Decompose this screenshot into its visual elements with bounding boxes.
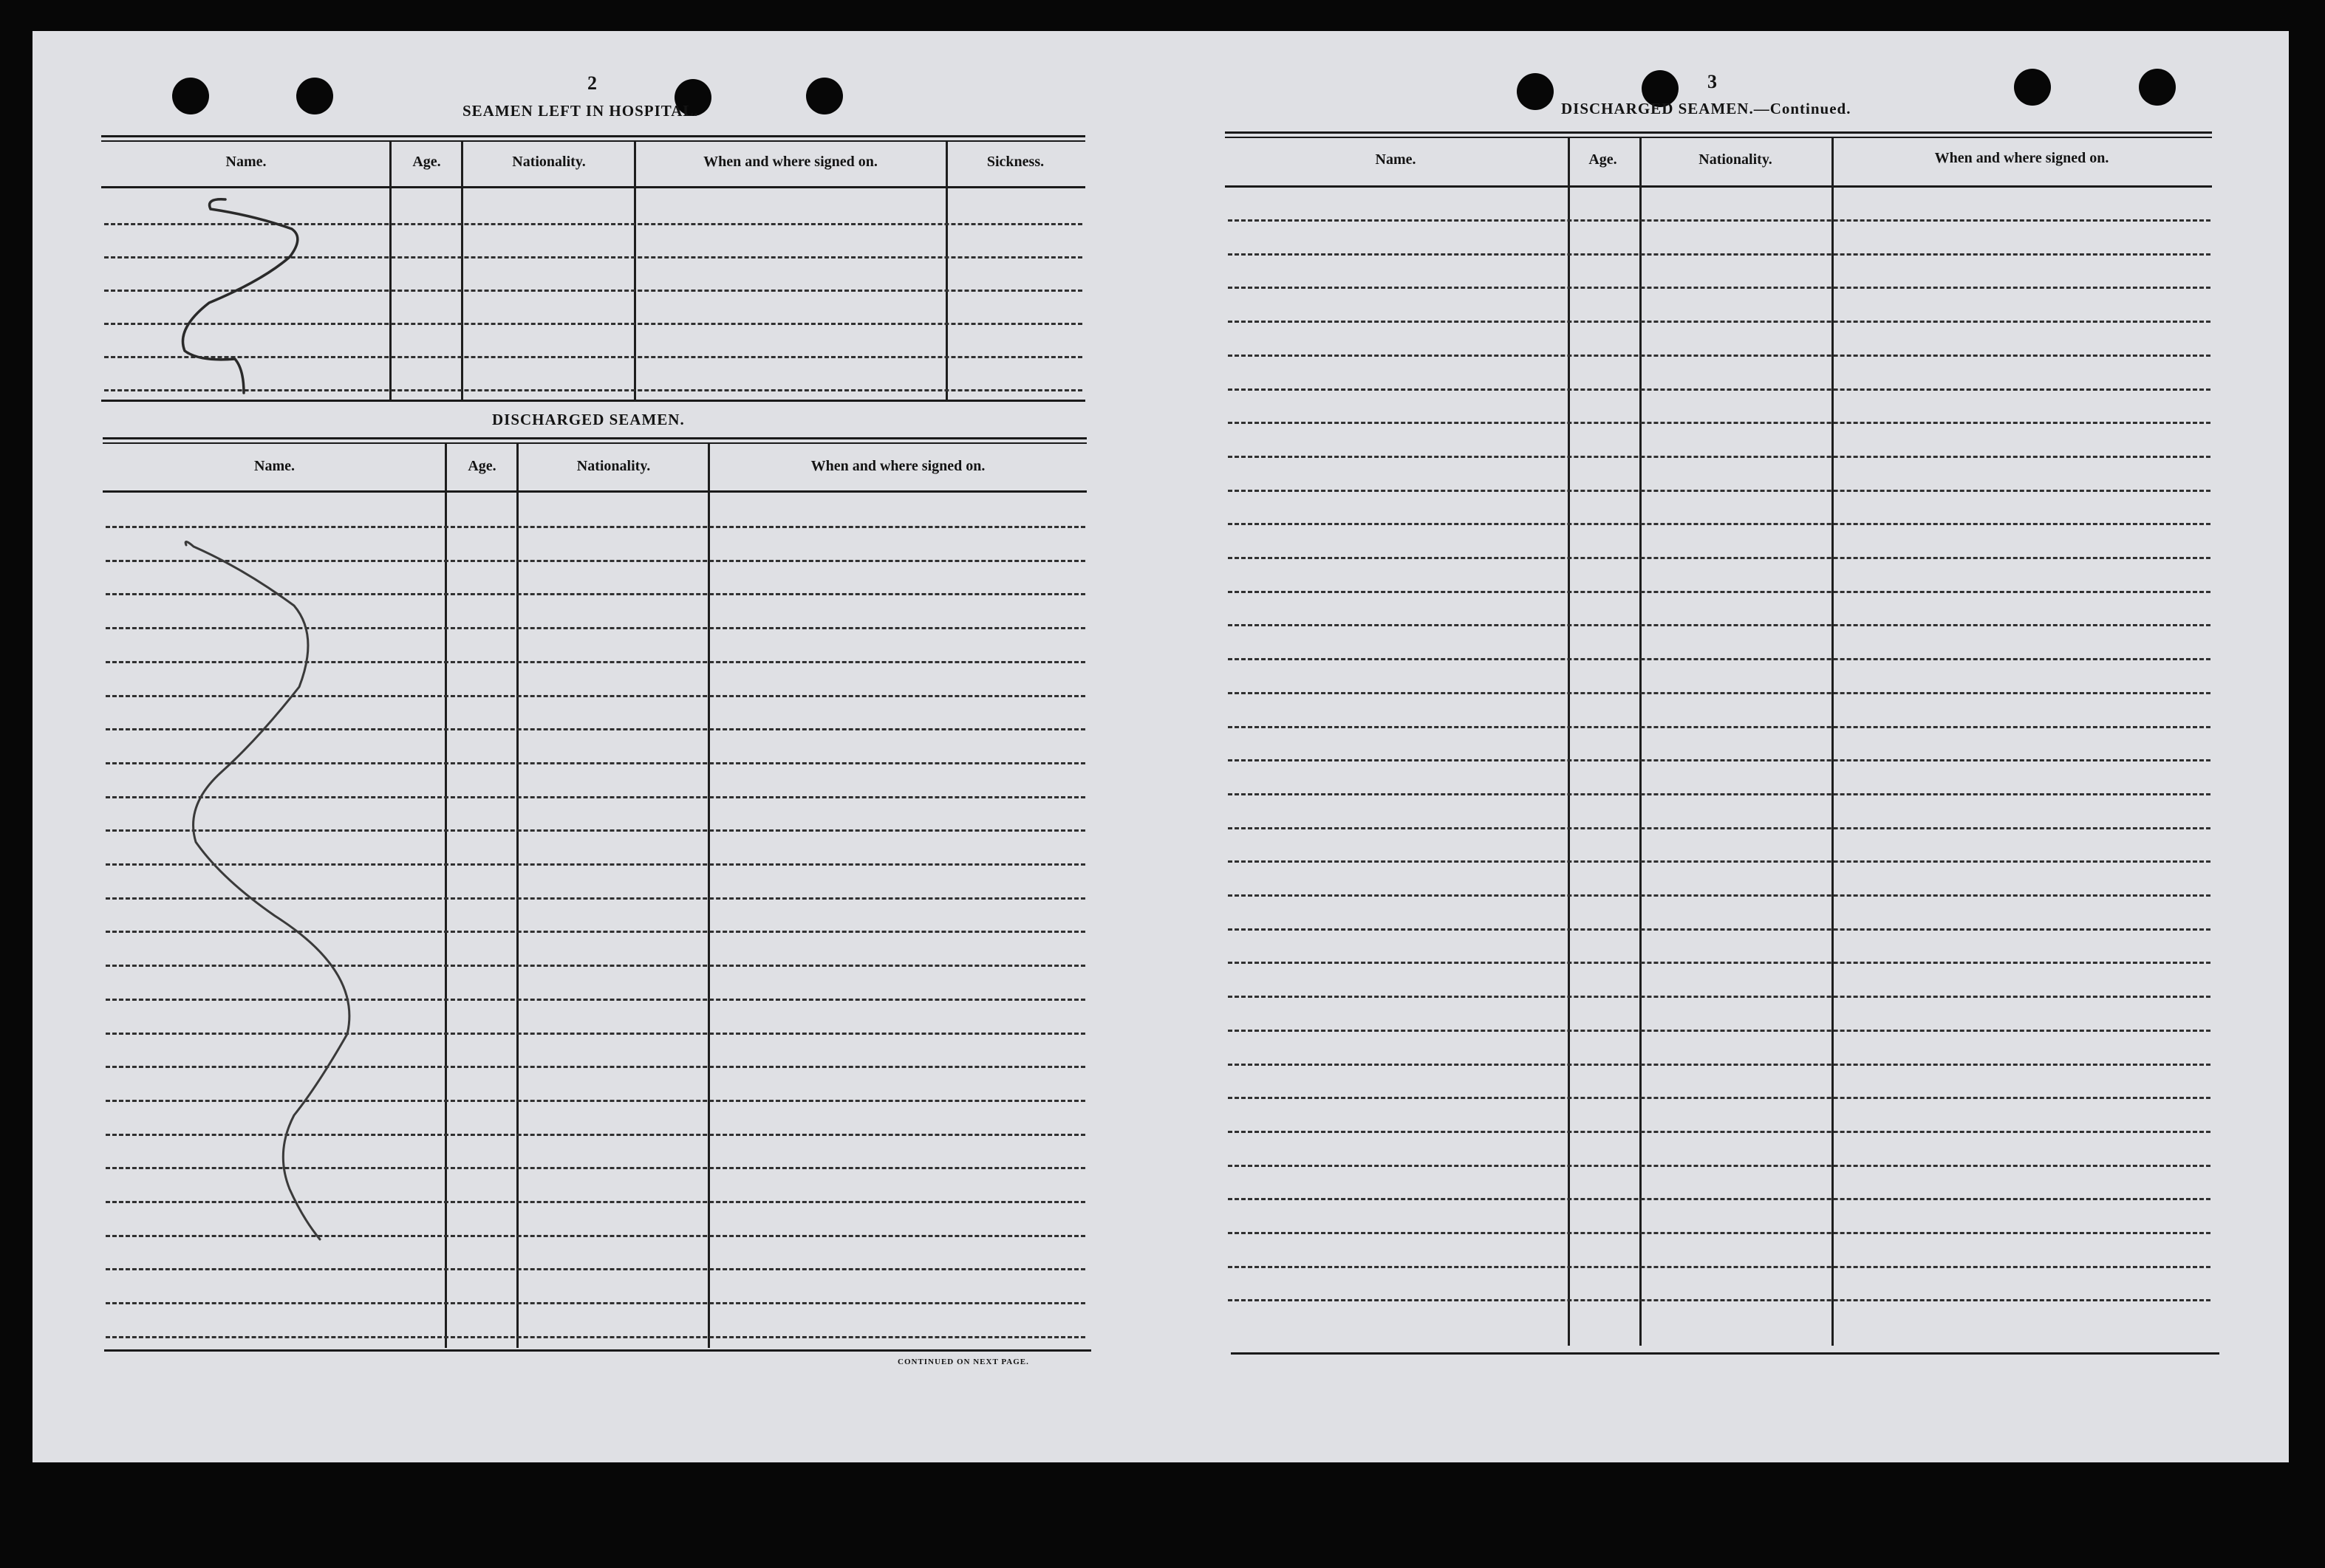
page-number-right: 3 [1707, 71, 1717, 92]
discharged-col-age: Age. [468, 458, 496, 474]
hospital-col-age: Age. [412, 154, 441, 170]
hospital-col-name: Name. [225, 154, 267, 170]
right-col-nationality: Nationality. [1698, 151, 1772, 168]
discharged-col-signed-on: When and where signed on. [810, 458, 986, 474]
hospital-section-title: SEAMEN LEFT IN HOSPITAL. [462, 102, 699, 120]
discharged-col-name: Name. [254, 458, 295, 474]
discharged-col-nationality: Nationality. [576, 458, 651, 474]
hospital-col-nationality: Nationality. [512, 154, 586, 170]
discharged-cancel-stroke [185, 541, 349, 1239]
page-number-left: 2 [587, 72, 597, 94]
right-col-name: Name. [1375, 151, 1416, 168]
hospital-col-signed-on: When and where signed on. [703, 154, 878, 170]
discharged-section-title: DISCHARGED SEAMEN. [492, 411, 685, 428]
right-col-age: Age. [1588, 151, 1617, 168]
discharged-continued-title: DISCHARGED SEAMEN.—Continued. [1561, 100, 1851, 117]
right-col-signed-on: When and where signed on. [1934, 150, 2109, 166]
hospital-cancel-stroke [182, 199, 297, 393]
hospital-col-sickness: Sickness. [986, 154, 1045, 170]
continued-on-next-page: CONTINUED ON NEXT PAGE. [898, 1358, 1029, 1366]
